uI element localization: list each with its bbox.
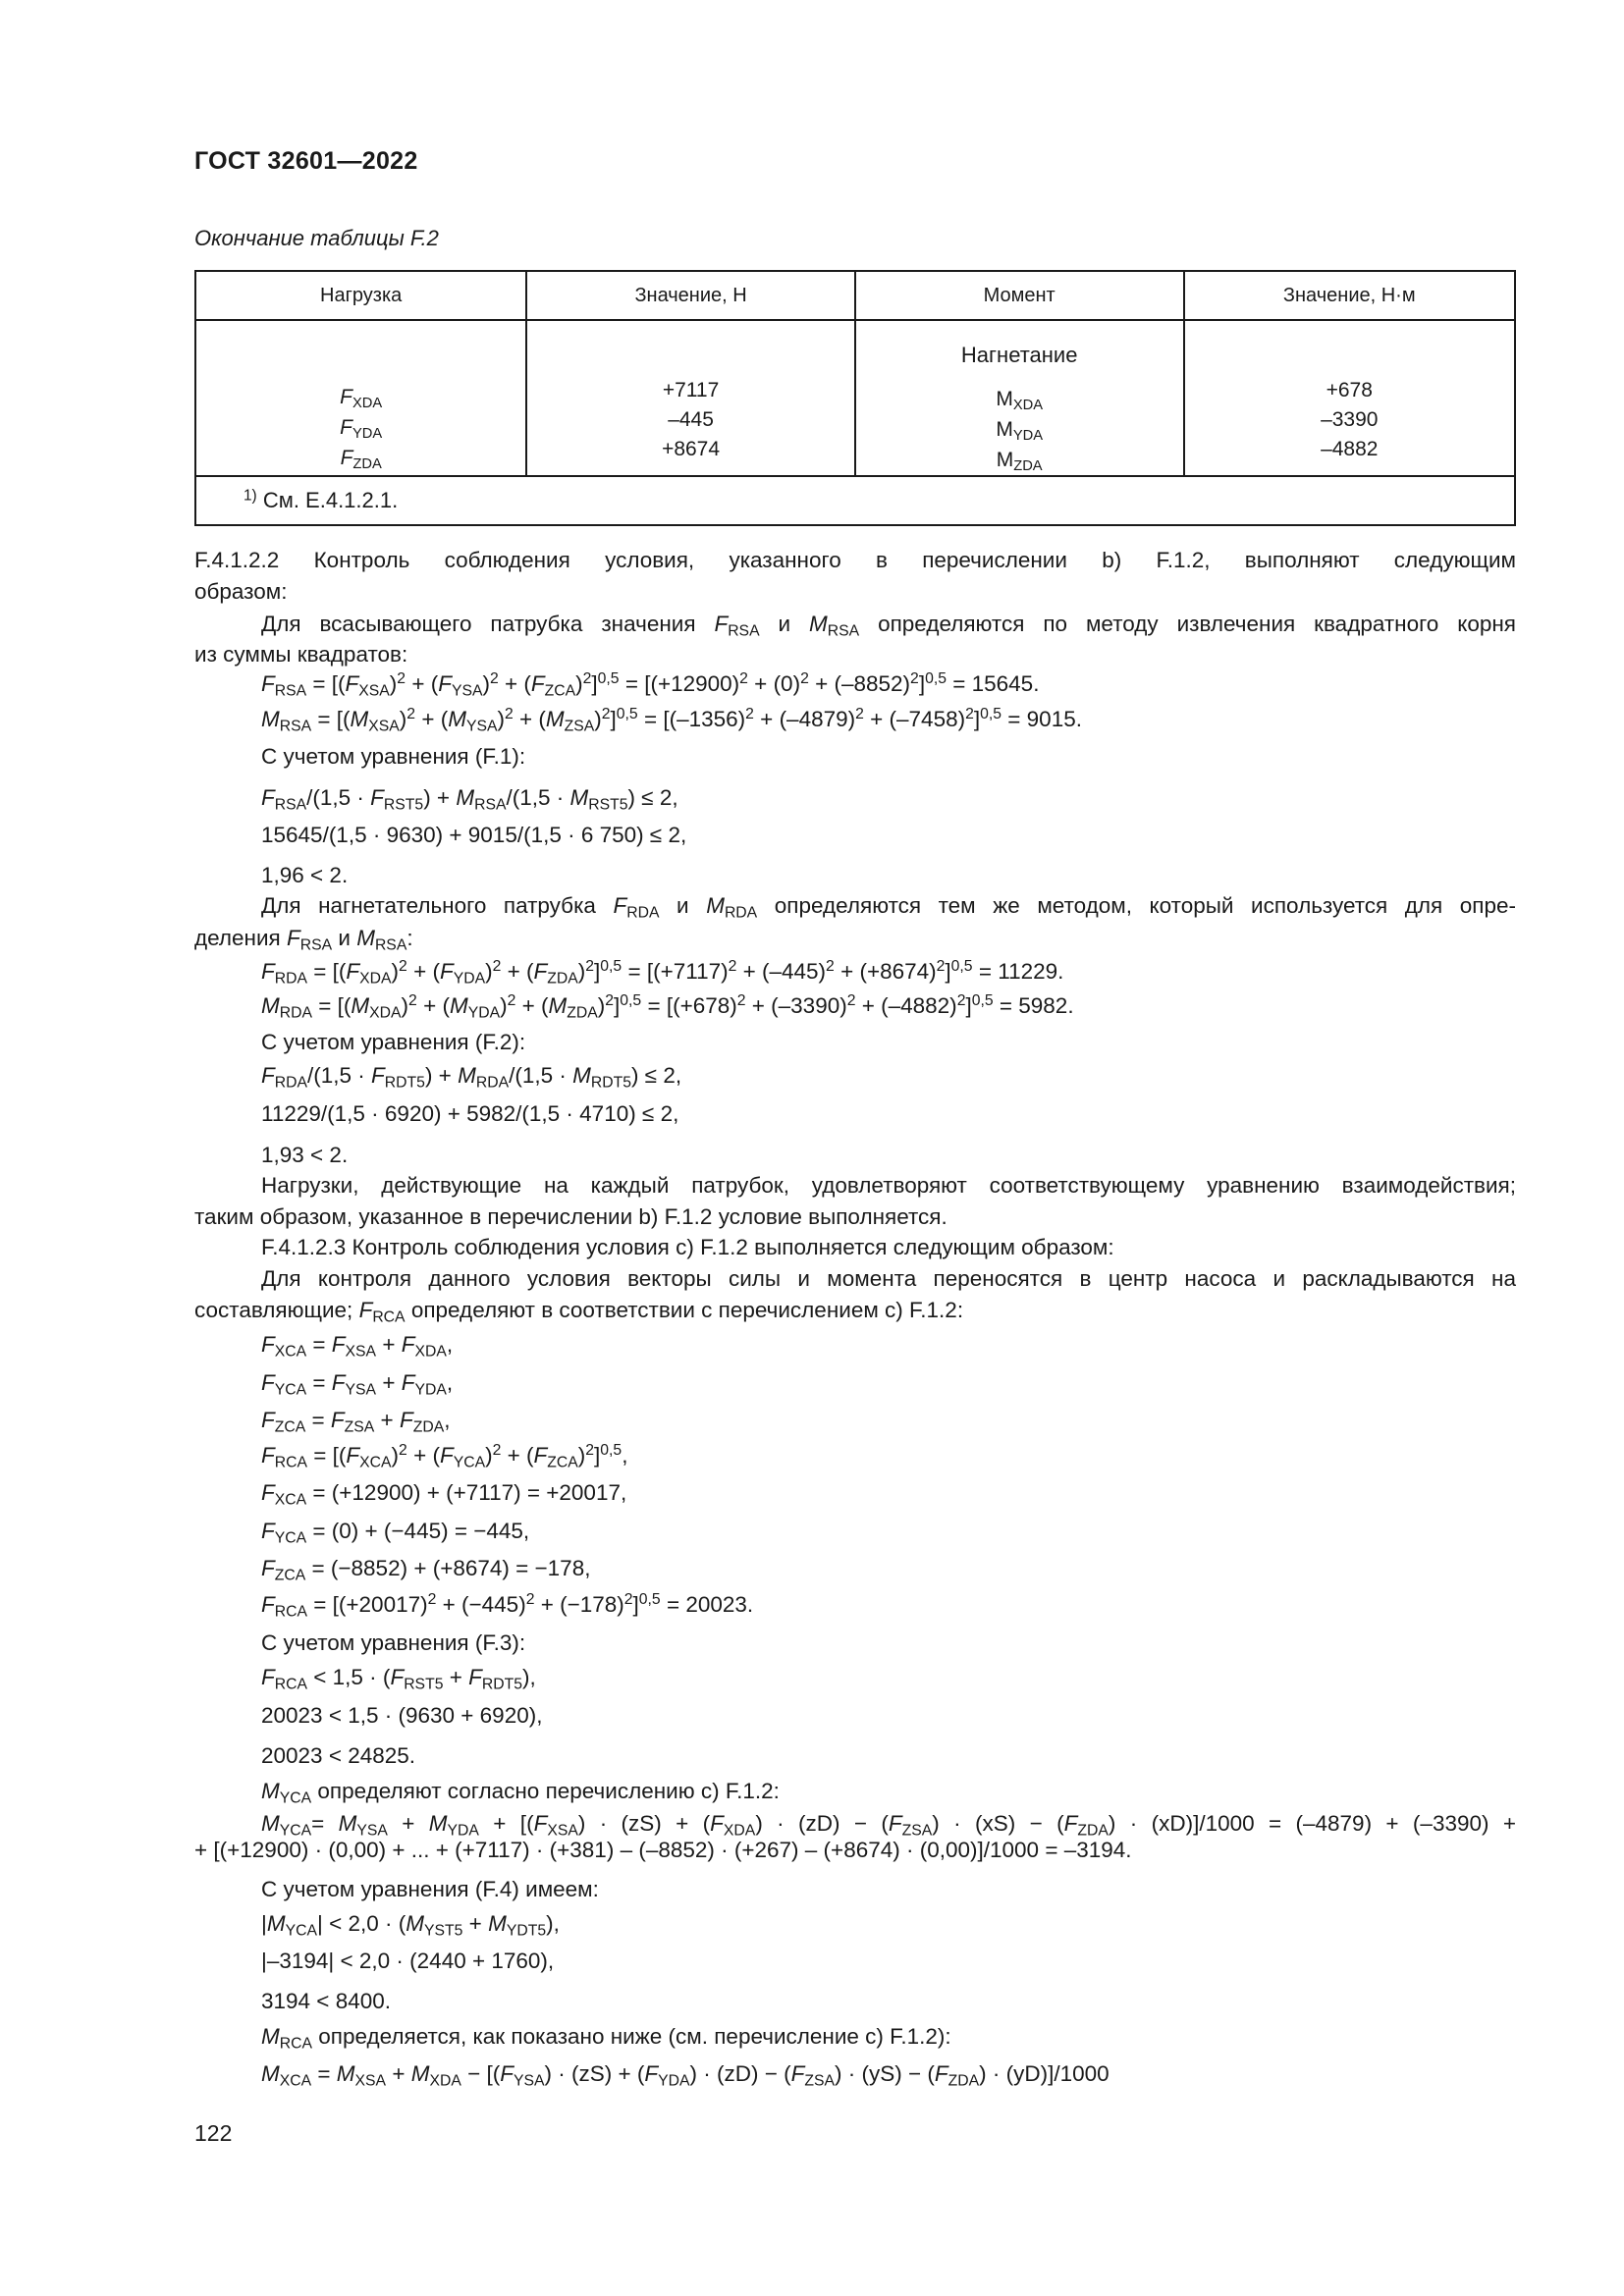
moment-value: +678 xyxy=(1326,379,1373,401)
formula: $M_{RDA} = [(M_{XDA})^2 + (M_{YDA})^2 + (M_{ZDA})^2]^{0,5} = [(+678)^2 + (-3390)^2 + (-4882)^2]^{0,5} = 5982$. xyxy=(261,992,1074,1022)
mode-label: Нагнетание xyxy=(960,343,1078,367)
formula: $F_{XCA} = F_{XSA} + F_{XDA}$, xyxy=(261,1332,454,1361)
table-footnote-row xyxy=(195,476,1515,525)
paragraph-line: деления $F_{RSA}$ и $M_{RSA}$: xyxy=(194,926,413,954)
moment-name: $M_{XDA}$ xyxy=(996,388,1044,414)
paragraph-line: Нагрузки, действующие на каждый патрубок, удовлетворяют соответствующему уравнению взаимодействия; xyxy=(261,1173,1516,1198)
force-name: $F_{XDA}$ xyxy=(340,386,383,412)
paragraph-line: С учетом уравнения (F.2): xyxy=(261,1030,526,1054)
table-row xyxy=(195,320,1515,476)
paragraph-line: из суммы квадратов: xyxy=(194,642,408,667)
loads-table xyxy=(194,270,1516,526)
paragraph-line: Для контроля данного условия векторы силы и момента переносятся в центр насоса и раскладываются на xyxy=(261,1266,1516,1291)
formula: + [(+12900) · (0,00) + ... + (+7117) · (+381) – (–8852) · (+267) – (+8674) · (0,00)]/1000 = –3194. xyxy=(194,1838,1132,1862)
formula: $F_{RCA} = [(F_{XCA})^2 + (F_{YCA})^2 + (F_{ZCA})^2]^{0,5}$, xyxy=(261,1442,628,1471)
footnote-text: См. Е.4.1.2.1. xyxy=(262,488,399,512)
formula: $M_{XCA} = M_{XSA} + M_{XDA} - [(F_{YSA}) \cdot (zS) + (F_{YDA}) \cdot (zD) - (F_{ZSA}) \cdot (yS) - (F_{ZDA}) \cdot (yD)]/1000$ xyxy=(261,2061,1110,2090)
formula: 20023 < 24825. xyxy=(261,1743,416,1768)
table-header-row xyxy=(195,271,1515,320)
moment-value: –3390 xyxy=(1321,408,1379,431)
formula: $F_{YCA} = (0) + (-445) = -445$, xyxy=(261,1519,530,1547)
force-name: $F_{ZDA}$ xyxy=(340,447,382,473)
paragraph-line: $M_{RCA}$ определяется, как показано ниже (см. перечисление с) F.1.2): xyxy=(261,2024,951,2053)
paragraph-line: Для всасывающего патрубка значения $F_{RSA}$ и $M_{RSA}$ определяются по методу извлечения квадратного корня xyxy=(261,612,1516,640)
paragraph-line: составляющие; $F_{RCA}$ определяют в соответствии с перечислением с) F.1.2: xyxy=(194,1298,964,1326)
formula: 20023 < 1,5 · (9630 + 6920), xyxy=(261,1703,543,1728)
formula: $F_{ZCA} = (-8852) + (+8674) = -178$, xyxy=(261,1556,591,1584)
document-header: ГОСТ 32601—2022 xyxy=(194,147,418,175)
moment-names-cell xyxy=(855,320,1184,476)
moment-values-cell xyxy=(1184,320,1515,476)
table-footnote: $^{1)}$ См. Е.4.1.2.1. xyxy=(195,476,1515,525)
formula: $F_{RSA} = [(F_{XSA})^2 + (F_{YSA})^2 + (F_{ZCA})^2]^{0,5} = [(+12900)^2 + (0)^2 + (-8852)^2]^{0,5} = 15645$. xyxy=(261,670,1040,700)
paragraph-line: образом: xyxy=(194,579,288,604)
formula: $F_{XCA} = (+12900) + (+7117) = +20017$, xyxy=(261,1480,627,1509)
paragraph-line: F.4.1.2.2 Контроль соблюдения условия, указанного в перечислении b) F.1.2, выполняют следующим xyxy=(194,548,1516,572)
paragraph-line: С учетом уравнения (F.1): xyxy=(261,744,526,769)
force-values-cell xyxy=(526,320,854,476)
formula: 15645/(1,5 · 9630) + 9015/(1,5 · 6 750) ≤ 2, xyxy=(261,823,687,847)
col-header-moment-value: Значение, Н·м xyxy=(1184,271,1515,320)
col-header-force-value: Значение, Н xyxy=(526,271,854,320)
paragraph-line: таким образом, указанное в перечислении b) F.1.2 условие выполняется. xyxy=(194,1204,947,1229)
paragraph-line: F.4.1.2.3 Контроль соблюдения условия с) F.1.2 выполняется следующим образом: xyxy=(261,1235,1114,1259)
force-name: $F_{YDA}$ xyxy=(340,416,383,443)
formula: 3194 < 8400. xyxy=(261,1989,392,2013)
formula: |–3194| < 2,0 · (2440 + 1760), xyxy=(261,1949,555,1973)
force-names-cell xyxy=(195,320,526,476)
col-header-moment: Момент xyxy=(855,271,1184,320)
formula: $F_{RDA} = [(F_{XDA})^2 + (F_{YDA})^2 + (F_{ZDA})^2]^{0,5} = [(+7117)^2 + (-445)^2 + (+8674)^2]^{0,5} = 11229$. xyxy=(261,958,1064,988)
paragraph-line: С учетом уравнения (F.3): xyxy=(261,1630,526,1655)
formula: 1,93 < 2. xyxy=(261,1143,349,1167)
formula: $M_{RSA} = [(M_{XSA})^2 + (M_{YSA})^2 + (M_{ZSA})^2]^{0,5} = [(-1356)^2 + (-4879)^2 + (-7458)^2]^{0,5} = 9015$. xyxy=(261,706,1082,735)
table-caption: Окончание таблицы F.2 xyxy=(194,226,439,250)
formula: $F_{RCA} = [(+20017)^2 + (-445)^2 + (-178)^2]^{0,5} = 20023$. xyxy=(261,1591,754,1621)
page-number: 122 xyxy=(194,2120,233,2146)
formula: $F_{RCA} < 1,5 \cdot (F_{RST5} + F_{RDT5})$, xyxy=(261,1665,536,1693)
force-value: +7117 xyxy=(662,379,720,401)
formula: $|M_{YCA}| < 2,0 \cdot (M_{YST5} + M_{YDT5})$, xyxy=(261,1911,560,1940)
formula: 11229/(1,5 · 6920) + 5982/(1,5 · 4710) ≤ 2, xyxy=(261,1101,679,1126)
force-value: +8674 xyxy=(662,438,721,460)
formula: $F_{RDA}/(1,5 \cdot F_{RDT5}) + M_{RDA}/(1,5 \cdot M_{RDT5}) \le 2$, xyxy=(261,1063,682,1092)
moment-value: –4882 xyxy=(1321,438,1379,460)
formula: $F_{ZCA} = F_{ZSA} + F_{ZDA}$, xyxy=(261,1408,451,1436)
paragraph-line: С учетом уравнения (F.4) имеем: xyxy=(261,1877,599,1901)
formula: 1,96 < 2. xyxy=(261,863,349,887)
paragraph-line: Для нагнетательного патрубка $F_{RDA}$ и $M_{RDA}$ определяются тем же методом, который используется для опре- xyxy=(261,893,1516,922)
formula: $F_{RSA}/(1,5 \cdot F_{RST5}) + M_{RSA}/(1,5 \cdot M_{RST5}) \le 2$, xyxy=(261,785,678,814)
moment-name: $M_{YDA}$ xyxy=(996,418,1044,445)
col-header-load: Нагрузка xyxy=(195,271,526,320)
moment-name: $M_{ZDA}$ xyxy=(996,449,1043,475)
formula: $F_{YCA} = F_{YSA} + F_{YDA}$, xyxy=(261,1370,454,1399)
force-value: –445 xyxy=(668,408,714,431)
formula: $M_{YCA}= M_{YSA} + M_{YDA} + [(F_{XSA}) \cdot (zS) + (F_{XDA}) \cdot (zD) - (F_{ZSA}) \cdot (xS) - (F_{ZDA}) \cdot (xD)]/1000 = (-4879) + (-3390)$ + xyxy=(261,1811,1516,1840)
paragraph-line: $M_{YCA}$ определяют согласно перечислению с) F.1.2: xyxy=(261,1779,780,1807)
